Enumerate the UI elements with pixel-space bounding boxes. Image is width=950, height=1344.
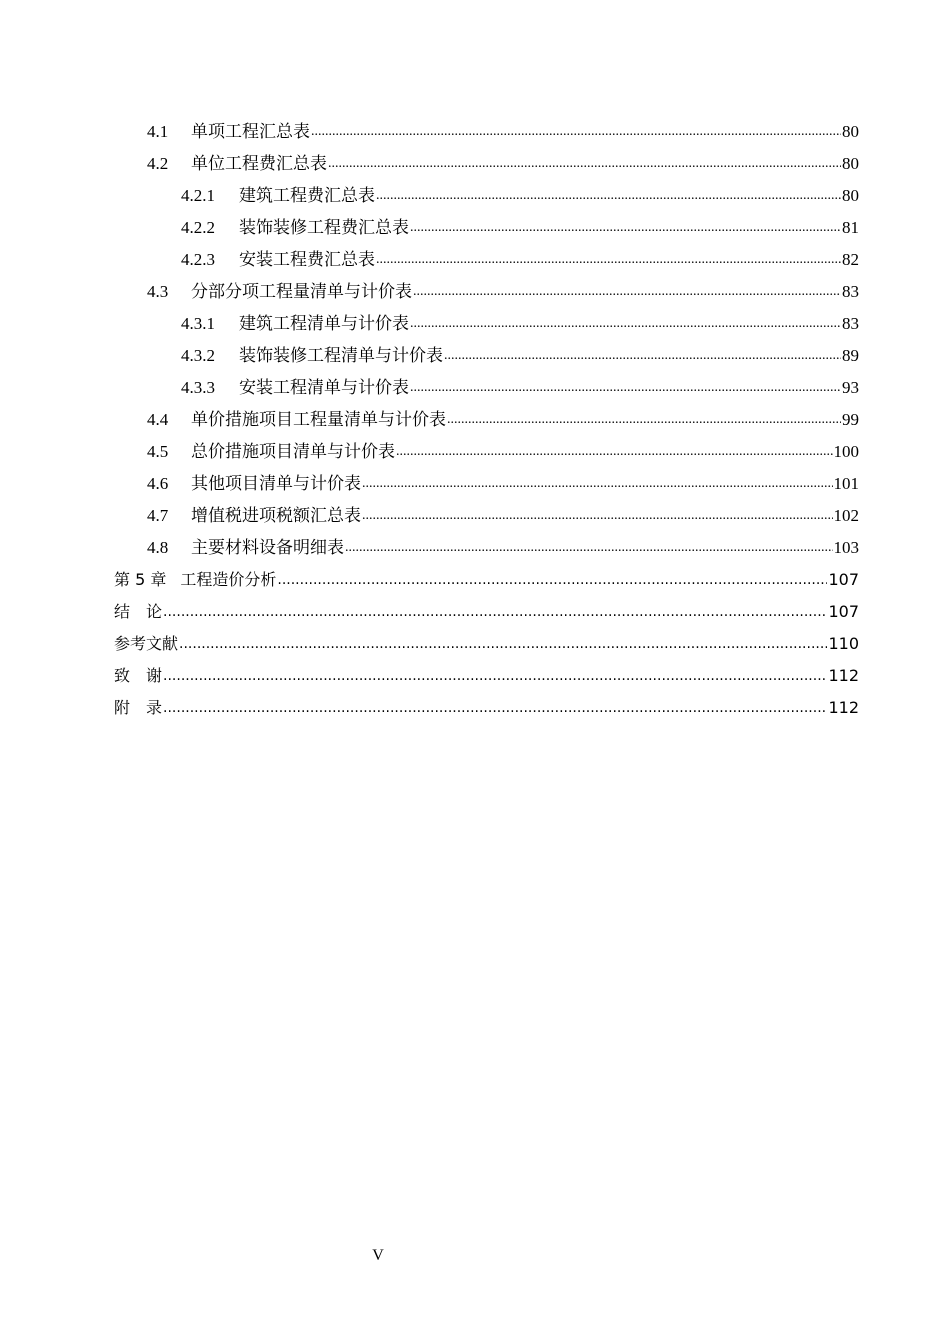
toc-entry-page: 83 xyxy=(842,282,859,301)
toc-entry-number: 4.2.2 xyxy=(181,218,215,237)
toc-entry[interactable] xyxy=(0,372,950,404)
toc-entry-title: 装饰装修工程清单与计价表 xyxy=(239,346,443,365)
toc-entry[interactable] xyxy=(0,532,950,564)
toc-entry-page: 80 xyxy=(842,186,859,205)
toc-dot-leader xyxy=(179,633,827,655)
toc-dot-leader xyxy=(163,601,827,623)
toc-entry-number: 4.7 xyxy=(147,506,169,525)
toc-entry[interactable] xyxy=(0,212,950,244)
toc-entry-number: 4.3.2 xyxy=(181,346,215,365)
toc-entry-title: 工程造价分析 xyxy=(180,570,277,589)
toc-entry-title: 建筑工程费汇总表 xyxy=(239,186,375,205)
toc-entry-title: 单项工程汇总表 xyxy=(191,122,310,141)
toc-entry-page: 107 xyxy=(828,570,859,589)
toc-dot-leader xyxy=(410,313,841,335)
page-number: V xyxy=(372,1247,384,1264)
toc-dot-leader xyxy=(410,217,841,239)
toc-entry[interactable] xyxy=(0,308,950,340)
toc-entry-number: 4.3.1 xyxy=(181,314,215,333)
toc-entry-page: 103 xyxy=(833,538,859,557)
toc-dot-leader xyxy=(447,409,841,431)
toc-entry-title: 增值税进项税额汇总表 xyxy=(191,506,361,525)
toc-entry-page: 101 xyxy=(833,474,859,493)
toc-entry-number: 4.1 xyxy=(147,122,169,141)
toc-entry-number: 4.3 xyxy=(147,282,169,301)
toc-entry-page: 100 xyxy=(833,442,859,461)
table-of-contents xyxy=(0,116,950,724)
toc-entry-number: 4.6 xyxy=(147,474,169,493)
toc-dot-leader xyxy=(328,153,841,175)
toc-entry-title: 总价措施项目清单与计价表 xyxy=(191,442,395,461)
toc-entry[interactable] xyxy=(0,244,950,276)
toc-entry-title: 单价措施项目工程量清单与计价表 xyxy=(191,410,446,429)
toc-dot-leader xyxy=(376,185,841,207)
toc-entry[interactable] xyxy=(0,692,950,724)
toc-entry[interactable] xyxy=(0,404,950,436)
toc-entry-number: 4.2.1 xyxy=(181,186,215,205)
toc-entry-title: 结 论 xyxy=(114,602,163,621)
toc-entry-title: 附 录 xyxy=(114,698,163,717)
toc-dot-leader xyxy=(362,473,833,495)
toc-entry-page: 83 xyxy=(842,314,859,333)
toc-entry-number: 第 5 章 xyxy=(114,570,167,589)
toc-entry-page: 80 xyxy=(842,122,859,141)
toc-entry-title: 单位工程费汇总表 xyxy=(191,154,327,173)
toc-entry-page: 80 xyxy=(842,154,859,173)
toc-entry-title: 安装工程清单与计价表 xyxy=(239,378,409,397)
toc-entry[interactable] xyxy=(0,116,950,148)
toc-dot-leader xyxy=(345,537,833,559)
toc-entry[interactable] xyxy=(0,628,950,660)
toc-entry[interactable] xyxy=(0,340,950,372)
toc-entry[interactable] xyxy=(0,276,950,308)
toc-dot-leader xyxy=(362,505,833,527)
toc-entry-page: 102 xyxy=(833,506,859,525)
toc-entry[interactable] xyxy=(0,500,950,532)
toc-entry-title: 参考文献 xyxy=(114,634,179,653)
toc-dot-leader xyxy=(376,249,841,271)
toc-entry-title: 建筑工程清单与计价表 xyxy=(239,314,409,333)
toc-entry[interactable] xyxy=(0,468,950,500)
toc-entry-page: 82 xyxy=(842,250,859,269)
toc-entry-page: 99 xyxy=(842,410,859,429)
toc-entry-title: 装饰装修工程费汇总表 xyxy=(239,218,409,237)
toc-entry-title: 致 谢 xyxy=(114,666,163,685)
toc-dot-leader xyxy=(413,281,841,303)
toc-dot-leader xyxy=(163,665,827,687)
toc-entry[interactable] xyxy=(0,148,950,180)
toc-entry-number: 4.4 xyxy=(147,410,169,429)
toc-dot-leader xyxy=(277,569,827,591)
toc-entry-number: 4.8 xyxy=(147,538,169,557)
toc-entry-title: 分部分项工程量清单与计价表 xyxy=(191,282,412,301)
toc-entry-page: 93 xyxy=(842,378,859,397)
toc-entry[interactable] xyxy=(0,564,950,596)
toc-dot-leader xyxy=(410,377,841,399)
toc-entry-title: 主要材料设备明细表 xyxy=(191,538,344,557)
toc-entry-page: 112 xyxy=(828,666,859,685)
toc-entry-title: 其他项目清单与计价表 xyxy=(191,474,361,493)
toc-entry-number: 4.5 xyxy=(147,442,169,461)
toc-entry-number: 4.2.3 xyxy=(181,250,215,269)
toc-entry[interactable] xyxy=(0,180,950,212)
toc-entry-title: 安装工程费汇总表 xyxy=(239,250,375,269)
toc-entry[interactable] xyxy=(0,436,950,468)
toc-entry-number: 4.3.3 xyxy=(181,378,215,397)
toc-dot-leader xyxy=(311,121,841,143)
toc-entry-number: 4.2 xyxy=(147,154,169,173)
toc-entry-page: 110 xyxy=(828,634,859,653)
toc-entry-page: 107 xyxy=(828,602,859,621)
toc-dot-leader xyxy=(163,697,827,719)
toc-entry-page: 112 xyxy=(828,698,859,717)
toc-dot-leader xyxy=(396,441,833,463)
toc-entry[interactable] xyxy=(0,660,950,692)
toc-entry[interactable] xyxy=(0,596,950,628)
toc-entry-page: 81 xyxy=(842,218,859,237)
toc-dot-leader xyxy=(444,345,841,367)
toc-entry-page: 89 xyxy=(842,346,859,365)
